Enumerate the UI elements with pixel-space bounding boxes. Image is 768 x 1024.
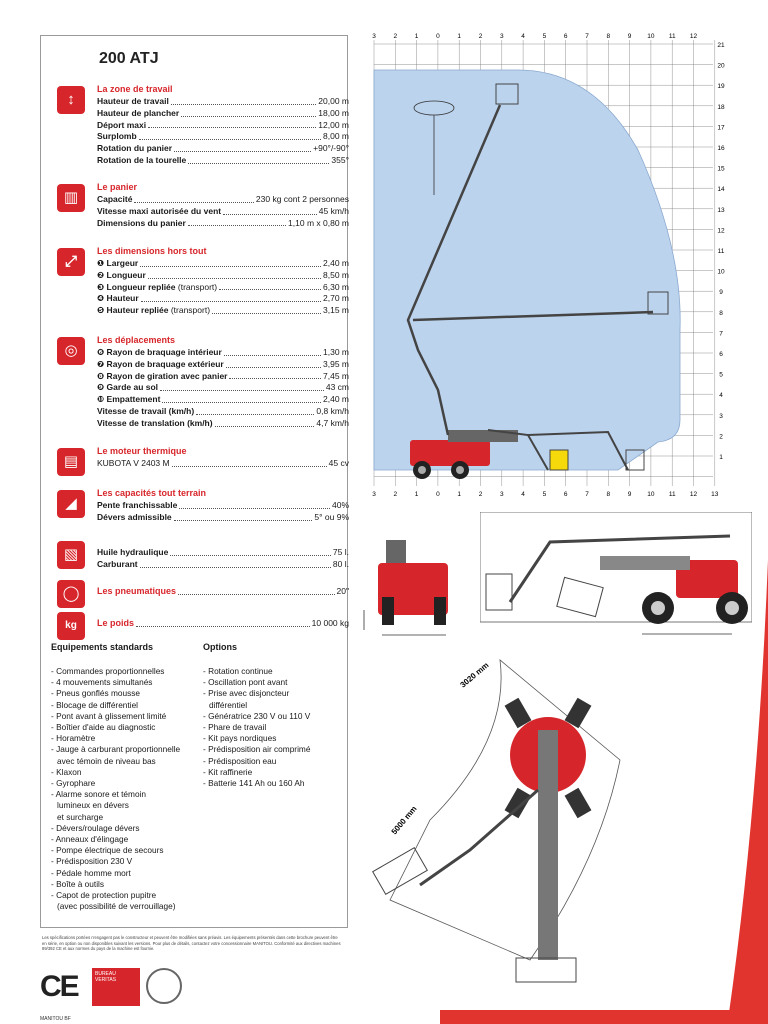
- spec-label: Dévers admissible: [97, 511, 172, 522]
- height-scale-tick: 2: [719, 433, 723, 441]
- spec-label: ❽ Rayon de giration avec panier: [97, 370, 228, 381]
- height-scale-tick: 6: [719, 351, 723, 358]
- dimensions-icon: ⤢: [57, 248, 85, 276]
- height-scale-tick: 7: [719, 330, 723, 338]
- spec-row: [97, 305, 349, 317]
- section-title: Les dimensions hors tout: [97, 246, 207, 256]
- spec-label: Rotation du panier: [97, 143, 173, 154]
- top-scale-tick: 1: [414, 33, 419, 40]
- list-item: - Anneaux d'élingage: [51, 834, 180, 845]
- height-scale-tick: 9: [719, 289, 723, 297]
- bottom-scale-tick: 11: [668, 491, 676, 498]
- bottom-scale-tick: 2: [393, 491, 398, 498]
- list-item: - Kit raffinerie: [203, 767, 310, 778]
- footer-tag: MANITOU BF: [40, 1016, 71, 1022]
- spec-label: Hauteur de plancher: [97, 107, 180, 118]
- veritas-seal-icon: [146, 968, 182, 1004]
- spec-row: [97, 143, 349, 155]
- top-scale-tick: 12: [689, 33, 698, 40]
- top-scale-tick: 3: [499, 33, 504, 40]
- list-item: (avec possibilité de verrouillage): [57, 901, 176, 912]
- spec-label: Vitesse de travail (km/h): [97, 405, 195, 416]
- list-item: - Pneus gonflés mousse: [51, 688, 180, 699]
- spec-note: (transport): [170, 305, 211, 316]
- model-title: 200 ATJ: [99, 50, 159, 67]
- spec-value: 40%: [331, 500, 349, 510]
- spec-label: Dimensions du panier: [97, 217, 186, 228]
- spec-row: [97, 131, 349, 143]
- section-title: Le panier: [97, 182, 138, 192]
- bottom-scale-tick: 7: [585, 491, 589, 498]
- side-view-diagram: [480, 512, 752, 644]
- spec-value: 80 l.: [332, 558, 349, 569]
- height-scale-tick: 1: [719, 454, 723, 461]
- top-scale-tick: 1: [457, 33, 462, 40]
- bottom-scale-tick: 1: [457, 491, 462, 498]
- top-scale-tick: 3: [372, 33, 376, 40]
- list-item: - 4 mouvements simultanés: [51, 677, 180, 688]
- bottom-scale-tick: 3: [372, 491, 376, 498]
- bottom-scale-tick: 0: [436, 491, 440, 498]
- bottom-scale-tick: 12: [689, 491, 698, 498]
- spec-value: 355°: [331, 154, 349, 165]
- spec-row: [97, 512, 349, 524]
- height-scale-tick: 18: [717, 103, 725, 111]
- top-scale-tick: 9: [627, 33, 632, 40]
- list-item: - Prédisposition air comprimé: [203, 744, 310, 755]
- bottom-scale-tick: 3: [499, 491, 504, 498]
- list-item: - Pédale homme mort: [51, 868, 180, 879]
- dim-a-label: 3020 mm: [458, 660, 491, 690]
- list-item: - Klaxon: [51, 767, 180, 778]
- bottom-scale-tick: 8: [606, 491, 611, 498]
- spec-value: 43 cm: [325, 382, 349, 393]
- section-title: Les capacités tout terrain: [97, 488, 207, 498]
- spec-row: [97, 382, 349, 394]
- spec-value: 2,40 m: [323, 394, 349, 405]
- spec-row: [97, 293, 349, 305]
- spec-value: 18,00 m: [318, 107, 349, 118]
- height-scale-tick: 16: [717, 145, 725, 152]
- list-item: - Capot de protection pupitre: [51, 890, 180, 901]
- spec-row: [97, 96, 349, 108]
- list-item: - Oscillation pont avant: [203, 677, 310, 688]
- engine-icon: ▤: [57, 448, 85, 476]
- height-scale-tick: 20: [717, 62, 725, 70]
- top-scale-tick: 5: [542, 33, 547, 40]
- spec-value: 7,45 m: [323, 370, 349, 381]
- spec-row: [97, 586, 349, 598]
- spec-value: 3,15 m: [323, 305, 349, 316]
- spec-label: Le poids: [97, 618, 135, 628]
- spec-label: Vitesse de translation (km/h): [97, 417, 213, 428]
- spec-label: ❾ Garde au sol: [97, 382, 159, 393]
- spec-label: Déport maxi: [97, 119, 147, 130]
- top-scale-tick: 8: [606, 33, 611, 40]
- height-scale-tick: 19: [717, 83, 725, 91]
- spec-value: 230 kg cont 2 personnes: [255, 194, 349, 204]
- certification-badge: BUREAU VERITAS: [92, 968, 140, 1006]
- front-view-diagram: [356, 535, 466, 645]
- spec-label: KUBOTA V 2403 M: [97, 458, 170, 468]
- spec-value: 3,95 m: [323, 358, 349, 369]
- list-item: - Blocage de différentiel: [51, 700, 180, 711]
- spec-row: [97, 500, 349, 512]
- spec-row: [97, 618, 349, 630]
- list-item: avec témoin de niveau bas: [57, 755, 156, 766]
- spec-value: +90°/-90°: [313, 143, 349, 154]
- spec-value: 2,70 m: [323, 293, 349, 304]
- spec-row: [97, 359, 349, 371]
- spec-row: [97, 258, 349, 270]
- spec-row: [97, 406, 349, 418]
- top-scale-tick: 7: [585, 33, 589, 40]
- list-item: - Rotation continue: [203, 666, 310, 677]
- list-item: - Batterie 141 Ah ou 160 Ah: [203, 778, 310, 789]
- legal-notice: Les spécifications portées n'engagent pas le constructeur et peuvent être modifiées sans préavis. Les équipements présentés dans cette brochure peuvent être en série, en option ou non disponibles suivant les versions. Pour plus de détails, contactez votre concessionnaire MANITOU. Conformité aux directives machines 89/392 CE et aux normes du pays de la machine est fournie.: [42, 935, 341, 951]
- spec-value: 1,10 m x 0,80 m: [288, 217, 349, 228]
- spec-value: 6,30 m: [323, 281, 349, 292]
- spec-row: [97, 120, 349, 132]
- bottom-scale-tick: 2: [478, 491, 483, 498]
- spec-value: 4,7 km/h: [316, 417, 349, 428]
- top-scale-tick: 0: [436, 33, 440, 40]
- spec-value: 10 000 kg: [311, 618, 349, 628]
- top-view-diagram: [370, 640, 670, 1000]
- spec-value: 45 cv: [328, 458, 349, 468]
- spec-label: ❻ Rayon de braquage intérieur: [97, 347, 222, 357]
- list-item: - Horamètre: [51, 733, 180, 744]
- height-scale-tick: 17: [717, 124, 725, 132]
- spec-value: 8,00 m: [323, 131, 349, 142]
- spec-row: [97, 155, 349, 167]
- spec-label: Hauteur de travail: [97, 96, 169, 106]
- list-item: - Prise avec disjoncteur: [203, 688, 310, 699]
- spec-row: [97, 547, 349, 559]
- spec-label: ❸ Longueur repliée (transport): [97, 281, 218, 292]
- fluid-icon: ▧: [57, 541, 85, 569]
- spec-label: Pente franchissable: [97, 500, 178, 510]
- spec-label: Rotation de la tourelle: [97, 154, 187, 165]
- spec-row: [97, 347, 349, 359]
- bottom-scale-tick: 6: [563, 491, 568, 498]
- spec-row: [97, 559, 349, 571]
- spec-value: 2,40 m: [323, 258, 349, 268]
- spec-value: 0,8 km/h: [316, 405, 349, 416]
- spec-row: [97, 218, 349, 230]
- height-scale-tick: 5: [719, 371, 723, 379]
- spec-value: 20,00 m: [318, 96, 349, 106]
- spec-label: ❺ Hauteur repliée (transport): [97, 305, 211, 316]
- section-title: Le moteur thermique: [97, 446, 187, 456]
- height-scale-tick: 11: [717, 248, 725, 255]
- list-item: - Boîtier d'aide au diagnostic: [51, 722, 180, 733]
- spec-value: 1,30 m: [323, 347, 349, 357]
- slope-icon: ◢: [57, 490, 85, 518]
- dim-b-label: 5000 mm: [389, 804, 419, 837]
- spec-value: 45 km/h: [318, 205, 349, 216]
- spec-label: ❼ Rayon de braquage extérieur: [97, 358, 224, 369]
- list-item: - Kit pays nordiques: [203, 733, 310, 744]
- envelope-area: [374, 70, 680, 470]
- height-scale-tick: 3: [719, 412, 723, 420]
- list-item: - Alarme sonore et témoin: [51, 789, 180, 800]
- brand-band: [440, 1010, 768, 1024]
- height-scale-tick: 15: [717, 165, 725, 173]
- spec-note: (transport): [177, 281, 218, 292]
- spec-row: [97, 371, 349, 383]
- spec-row: [97, 194, 349, 206]
- weight-icon: kg: [57, 612, 85, 640]
- ce-mark: CE: [40, 970, 78, 1003]
- top-scale-tick: 6: [563, 33, 568, 40]
- list-item: - Jauge à carburant proportionnelle: [51, 744, 180, 755]
- section-title: Les déplacements: [97, 335, 176, 345]
- spec-value: 5° ou 9%: [314, 511, 349, 522]
- bottom-scale-tick: 10: [647, 491, 655, 498]
- spec-row: [97, 206, 349, 218]
- bottom-scale-tick: 13: [711, 491, 719, 498]
- list-item: - Prédisposition 230 V: [51, 856, 180, 867]
- height-scale-tick: 4: [719, 392, 723, 400]
- spec-row: [97, 270, 349, 282]
- top-scale-tick: 10: [647, 33, 655, 40]
- spec-value: 75 l.: [332, 547, 349, 557]
- bottom-scale-tick: 1: [414, 491, 419, 498]
- spec-label: ❶ Largeur: [97, 258, 139, 268]
- list-item: - Dévers/roulage dévers: [51, 823, 180, 834]
- top-scale-tick: 2: [393, 33, 398, 40]
- spec-label: Surplomb: [97, 131, 137, 142]
- top-scale-tick: 11: [668, 33, 676, 40]
- list-item: différentiel: [209, 699, 248, 710]
- tyre-icon: ◯: [57, 580, 85, 608]
- spec-value: 20": [336, 586, 349, 596]
- list-item: - Commandes proportionnelles: [51, 666, 180, 677]
- spec-label: ❹ Hauteur: [97, 293, 139, 304]
- spec-row: [97, 108, 349, 120]
- list-item: - Gyrophare: [51, 778, 180, 789]
- spec-row: [97, 282, 349, 294]
- bottom-scale-tick: 9: [627, 491, 632, 498]
- height-scale-tick: 8: [719, 309, 723, 317]
- height-scale-tick: 21: [717, 42, 725, 49]
- spec-label: Huile hydraulique: [97, 547, 169, 557]
- spec-row: [97, 418, 349, 430]
- section-title: La zone de travail: [97, 84, 173, 94]
- list-item: et surcharge: [57, 811, 104, 822]
- equipements-list: [51, 666, 180, 912]
- spec-value: 8,50 m: [323, 269, 349, 280]
- list-item: - Boîte à outils: [51, 879, 180, 890]
- spec-panel: [40, 35, 348, 928]
- list-item: - Phare de travail: [203, 722, 310, 733]
- top-scale-tick: 4: [521, 33, 525, 40]
- equipements-title: Equipements standards: [51, 642, 154, 652]
- spec-label: ❷ Longueur: [97, 269, 146, 280]
- top-scale-tick: 2: [478, 33, 483, 40]
- bottom-scale-tick: 4: [521, 491, 525, 498]
- spec-label: Carburant: [97, 558, 138, 569]
- wheel-icon: ◎: [57, 337, 85, 365]
- height-arrow-icon: ↕: [57, 86, 85, 114]
- height-scale-tick: 12: [717, 227, 725, 235]
- basket-icon: ▥: [57, 184, 85, 212]
- height-scale-tick: 14: [717, 186, 725, 194]
- bottom-scale-tick: 5: [542, 491, 547, 498]
- height-scale-tick: 10: [717, 268, 725, 276]
- spec-label: Vitesse maxi autorisée du vent: [97, 205, 222, 216]
- spec-label: Les pneumatiques: [97, 586, 177, 596]
- spec-row: [97, 458, 349, 470]
- working-envelope-diagram: [368, 30, 728, 500]
- options-title: Options: [203, 642, 237, 652]
- spec-row: [97, 394, 349, 406]
- height-scale-tick: 13: [717, 206, 725, 214]
- list-item: - Pont avant à glissement limité: [51, 711, 180, 722]
- list-item: lumineux en dévers: [57, 800, 129, 811]
- spec-label: ❿ Empattement: [97, 394, 161, 405]
- list-item: - Prédisposition eau: [203, 756, 310, 767]
- list-item: - Pompe électrique de secours: [51, 845, 180, 856]
- spec-label: Capacité: [97, 194, 133, 204]
- list-item: - Génératrice 230 V ou 110 V: [203, 711, 310, 722]
- spec-value: 12,00 m: [318, 119, 349, 130]
- options-list: [203, 666, 310, 789]
